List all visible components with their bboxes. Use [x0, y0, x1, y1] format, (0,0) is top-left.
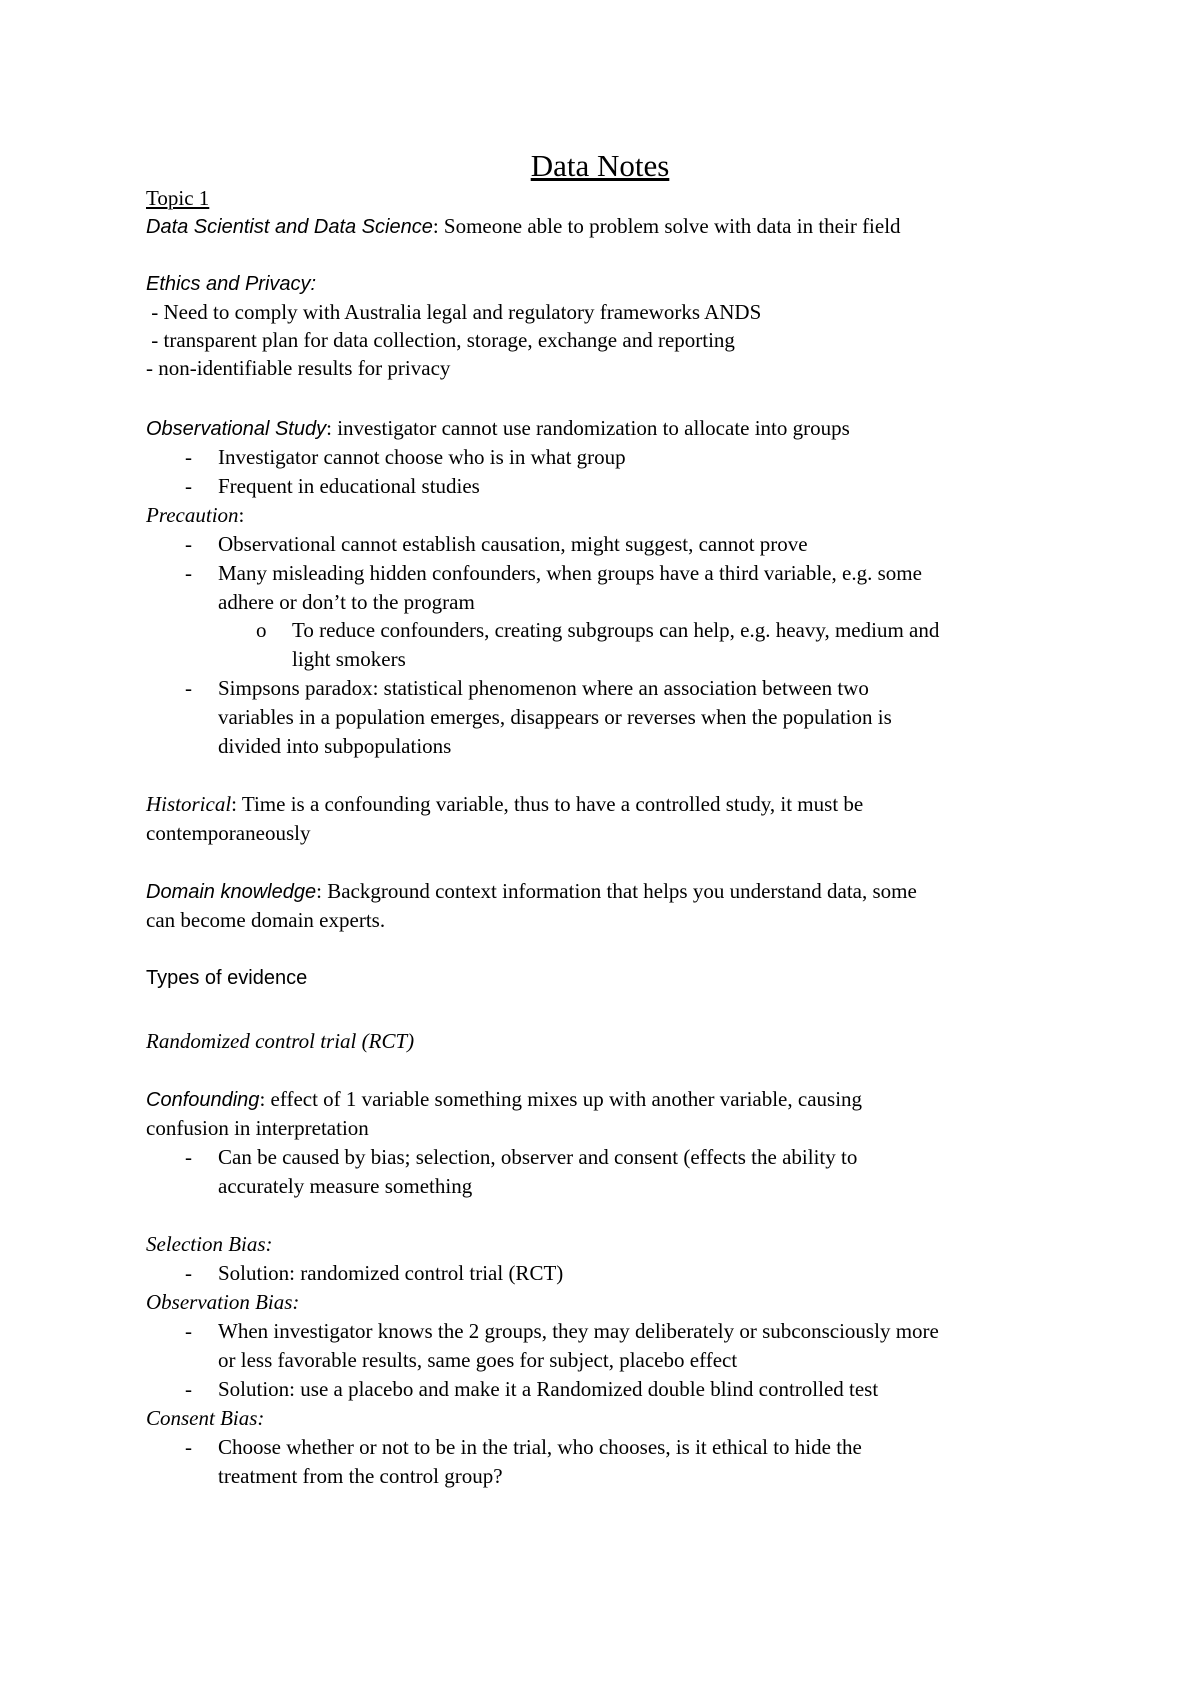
definition-text: : Time is a confounding variable, thus to have a controlled study, it must be: [231, 792, 864, 816]
definition-data-science: [146, 212, 901, 241]
dash-bullet: -: [185, 532, 192, 556]
list-item-continuation: accurately measure something: [218, 1174, 473, 1198]
definition-domain-knowledge: [146, 877, 917, 906]
list-item-continuation: variables in a population emerges, disappears or reverses when the population is: [218, 705, 892, 729]
dash-bullet: -: [185, 1261, 192, 1285]
list-item: To reduce confounders, creating subgroups can help, e.g. heavy, medium and: [292, 618, 940, 642]
definition-text: : Someone able to problem solve with data in their field: [432, 214, 901, 238]
dash-bullet: -: [185, 1435, 192, 1459]
term-confounding: Confounding: [146, 1089, 260, 1111]
list-item: Simpsons paradox: statistical phenomenon where an association between two: [218, 676, 869, 700]
definition-text: : Background context information that helps you understand data, some: [316, 879, 917, 903]
dash-bullet: -: [185, 1377, 192, 1401]
topic-label: Topic 1: [146, 186, 210, 210]
list-item: Observational cannot establish causation, might suggest, cannot prove: [218, 532, 808, 556]
list-item: When investigator knows the 2 groups, they may deliberately or subconsciously more: [218, 1319, 939, 1343]
list-item: Choose whether or not to be in the trial, who chooses, is it ethical to hide the: [218, 1435, 862, 1459]
list-item: Can be caused by bias; selection, observer and consent (effects the ability to: [218, 1145, 858, 1169]
heading-rct: Randomized control trial (RCT): [146, 1029, 415, 1053]
definition-confounding: [146, 1085, 862, 1114]
dash-bullet: -: [185, 445, 192, 469]
list-item: Frequent in educational studies: [218, 474, 480, 498]
colon: :: [238, 503, 245, 527]
term-domain-knowledge: Domain knowledge: [146, 881, 317, 903]
definition-historical: [146, 790, 863, 818]
heading-observation-bias: Observation Bias:: [146, 1290, 300, 1314]
list-item: - non-identifiable results for privacy: [146, 356, 451, 380]
list-item-continuation: or less favorable results, same goes for subject, placebo effect: [218, 1348, 738, 1372]
heading-selection-bias: Selection Bias:: [146, 1232, 273, 1256]
list-item: Many misleading hidden confounders, when groups have a third variable, e.g. some: [218, 561, 922, 585]
heading-consent-bias: Consent Bias:: [146, 1406, 265, 1430]
term-data-scientist: Data Scientist and Data Science: [146, 216, 433, 238]
heading-ethics: Ethics and Privacy:: [146, 273, 317, 295]
list-item: - transparent plan for data collection, storage, exchange and reporting: [146, 328, 735, 352]
term-observational-study: Observational Study: [146, 418, 327, 440]
circle-bullet: o: [256, 618, 267, 642]
list-item-continuation: light smokers: [292, 647, 406, 671]
definition-continuation: can become domain experts.: [146, 908, 386, 932]
dash-bullet: -: [185, 474, 192, 498]
list-item: Solution: use a placebo and make it a Randomized double blind controlled test: [218, 1377, 879, 1401]
list-item: Solution: randomized control trial (RCT): [218, 1261, 564, 1285]
list-item-continuation: divided into subpopulations: [218, 734, 452, 758]
dash-bullet: -: [185, 676, 192, 700]
heading-precaution: [146, 501, 244, 529]
dash-bullet: -: [185, 561, 192, 585]
page-title: Data Notes: [530, 148, 670, 183]
term-historical: Historical: [146, 792, 232, 816]
dash-bullet: -: [185, 1319, 192, 1343]
heading-types-of-evidence: Types of evidence: [146, 967, 308, 989]
list-item: Investigator cannot choose who is in what group: [218, 445, 626, 469]
definition-text: : effect of 1 variable something mixes up with another variable, causing: [259, 1087, 863, 1111]
definition-continuation: contemporaneously: [146, 821, 311, 845]
term-precaution: Precaution: [146, 503, 239, 527]
list-item: - Need to comply with Australia legal and regulatory frameworks ANDS: [146, 300, 762, 324]
dash-bullet: -: [185, 1145, 192, 1169]
list-item-continuation: adhere or don’t to the program: [218, 590, 475, 614]
definition-observational-study: [146, 414, 850, 443]
list-item-continuation: treatment from the control group?: [218, 1464, 503, 1488]
definition-continuation: confusion in interpretation: [146, 1116, 369, 1140]
definition-text: : investigator cannot use randomization to allocate into groups: [326, 416, 850, 440]
